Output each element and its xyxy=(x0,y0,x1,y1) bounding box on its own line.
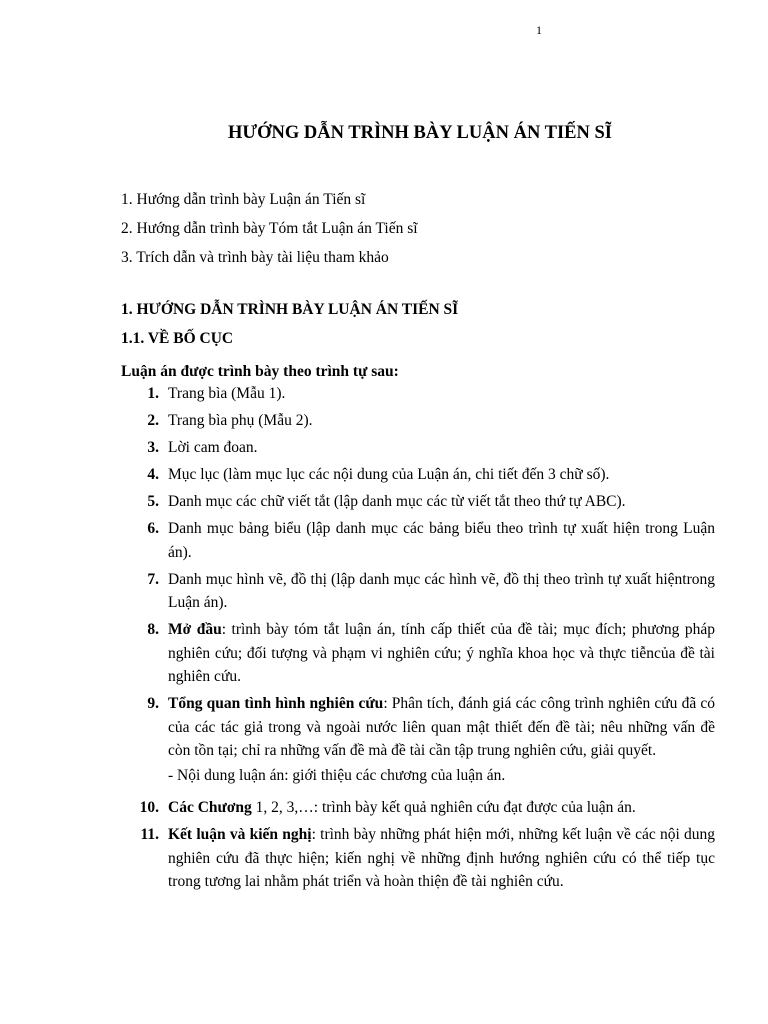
item-number: 1. xyxy=(147,385,159,402)
item-bold-label: Kết luận và kiến nghị xyxy=(168,826,312,843)
list-intro: Luận án được trình bày theo trình tự sau: xyxy=(121,363,399,380)
item-number: 10. xyxy=(139,799,159,816)
toc-item: 2. Hướng dẫn trình bày Tóm tắt Luận án Tiến sĩ xyxy=(121,220,418,237)
list-item xyxy=(121,463,715,487)
list-item xyxy=(121,823,715,894)
list-item xyxy=(121,568,715,615)
list-item xyxy=(121,692,715,787)
toc-item: 3. Trích dẫn và trình bày tài liệu tham khảo xyxy=(121,249,389,266)
item-text: : Phân tích, đánh giá các công trình nghiên cứu đã có của các tác giả trong và ngoài nước liên quan mật thiết đến đề tài; nêu những vấn đề còn tồn tại; chỉ ra những vấn đề mà đề tài cần tập trung nghiên cứu, giải quyết. xyxy=(168,695,715,759)
item-number: 7. xyxy=(147,570,159,588)
item-number: 5. xyxy=(147,493,159,510)
list-item xyxy=(121,796,715,820)
item-text: Danh mục bảng biểu (lập danh mục các bảng biểu theo trình tự xuất hiện trong Luận án). xyxy=(168,520,715,561)
item-text: 1, 2, 3,…: trình bày kết quả nghiên cứu đạt được của luận án. xyxy=(251,799,636,816)
document-title: HƯỚNG DẪN TRÌNH BÀY LUẬN ÁN TIẾN SĨ xyxy=(228,123,612,143)
item-note: - Nội dung luận án: giới thiệu các chương của luận án. xyxy=(168,766,506,784)
section-heading: 1. HƯỚNG DẪN TRÌNH BÀY LUẬN ÁN TIẾN SĨ xyxy=(121,301,459,318)
item-number: 8. xyxy=(147,621,159,638)
toc-item: 1. Hướng dẫn trình bày Luận án Tiến sĩ xyxy=(121,191,366,208)
list-item xyxy=(121,409,715,433)
item-bold-label: Tổng quan tình hình nghiên cứu xyxy=(168,695,384,712)
item-text: Danh mục các chữ viết tắt (lập danh mục các từ viết tắt theo thứ tự ABC). xyxy=(168,493,626,510)
item-text: : trình bày những phát hiện mới, những kết luận về các nội dung nghiên cứu đã thực hiện; kiến nghị về những định hướng nghiên cứu có thể tiếp tục trong tương lai nhằm phát triển và hoàn thiện đề tài nghiên cứu. xyxy=(168,826,716,890)
item-bold-label: Mở đầu xyxy=(168,621,222,638)
list-item xyxy=(121,618,715,689)
list-item xyxy=(121,382,715,406)
item-text: Trang bìa phụ (Mẫu 2). xyxy=(168,412,313,429)
item-text: Trang bìa (Mẫu 1). xyxy=(168,385,286,402)
list-item xyxy=(121,490,715,514)
list-item xyxy=(121,436,715,460)
item-bold-label: Các Chương xyxy=(168,799,252,816)
table-of-contents xyxy=(121,185,418,272)
item-number: 6. xyxy=(147,520,159,537)
item-number: 9. xyxy=(147,695,159,712)
structure-list xyxy=(121,382,715,897)
item-text: Danh mục hình vẽ, đồ thị (lập danh mục các hình vẽ, đồ thị theo trình tự xuất hiệntrong Luận án). xyxy=(168,570,715,611)
item-text: Mục lục (làm mục lục các nội dung của Luận án, chi tiết đến 3 chữ số). xyxy=(168,466,610,483)
item-number: 3. xyxy=(147,439,159,456)
page-number: 1 xyxy=(536,23,542,37)
item-number: 4. xyxy=(147,466,159,483)
item-text: : trình bày tóm tắt luận án, tính cấp thiết của đề tài; mục đích; phương pháp nghiên cứu; đối tượng và phạm vi nghiên cứu; ý nghĩa khoa học và thực tiễncủa đề tài nghiên cứu. xyxy=(168,621,716,685)
item-number: 2. xyxy=(147,412,159,429)
subsection-heading: 1.1. VỀ BỐ CỤC xyxy=(121,330,234,347)
item-number: 11. xyxy=(140,826,159,843)
item-text: Lời cam đoan. xyxy=(168,439,258,456)
list-item xyxy=(121,517,715,564)
